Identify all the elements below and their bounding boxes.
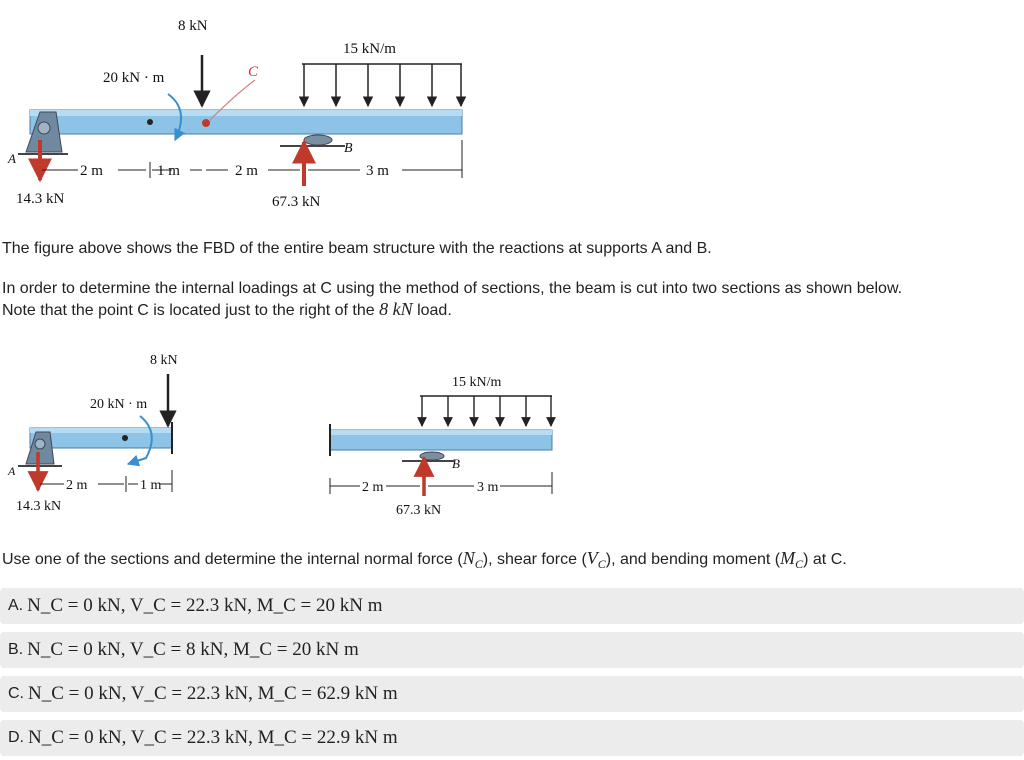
- left-label-a: A: [8, 464, 16, 478]
- right-reaction-b-label: 67.3 kN: [396, 503, 442, 518]
- option-b-letter: B.: [8, 641, 24, 658]
- dist-load-label: 15 kN/m: [343, 41, 396, 57]
- option-a-letter: A.: [8, 597, 24, 614]
- question-v-symbol: V: [586, 548, 598, 568]
- point-c: [202, 119, 210, 127]
- option-a[interactable]: [0, 588, 1024, 624]
- question-m-sub: C: [795, 557, 804, 572]
- reaction-a-label: 14.3 kN: [16, 191, 65, 207]
- paragraph-line-2-post: load.: [417, 302, 452, 319]
- dim-c-2m: 2 m: [235, 163, 258, 179]
- question-text: [2, 548, 1014, 575]
- left-moment-label: 20 kN · m: [90, 397, 148, 412]
- right-dim-2m: 2 m: [362, 480, 384, 495]
- question-m-symbol: M: [780, 548, 796, 568]
- left-reaction-a-label: 14.3 kN: [16, 499, 62, 514]
- option-c-letter: C.: [8, 685, 24, 702]
- left-dim-1m: 1 m: [140, 478, 162, 493]
- right-dist-load-label: 15 kN/m: [452, 375, 502, 390]
- dim-b-1m: 1 m: [157, 163, 180, 179]
- option-d-text: N_C = 0 kN, V_C = 22.3 kN, M_C = 22.9 kN m: [28, 727, 398, 748]
- question-v-sub: C: [597, 557, 606, 572]
- question-pre: Use one of the sections and determine the internal normal force (: [2, 551, 463, 568]
- question-mid1: ), shear force (: [482, 551, 587, 568]
- paragraph-method-of-sections: [2, 278, 1014, 321]
- dist-load-arrows: [304, 64, 461, 106]
- question-n-symbol: N: [462, 548, 475, 568]
- option-c[interactable]: [0, 676, 1024, 712]
- right-section-figure: [320, 350, 570, 530]
- left-dim-2m: 2 m: [66, 478, 88, 493]
- label-c: C: [248, 64, 259, 80]
- right-label-b: B: [452, 456, 460, 471]
- dim-d-3m: 3 m: [366, 163, 389, 179]
- paragraph-line-2-pre: Note that the point C is located just to the right of the: [2, 302, 375, 319]
- label-a: A: [8, 151, 16, 166]
- option-d-letter: D.: [8, 729, 24, 746]
- paragraph-line-2-math: 8 kN: [379, 299, 413, 319]
- option-a-text: N_C = 0 kN, V_C = 22.3 kN, M_C = 20 kN m: [27, 595, 383, 616]
- paragraph-line-1: In order to determine the internal loadings at C using the method of sections, the beam is cut into two sections as shown below.: [2, 280, 903, 297]
- option-b[interactable]: [0, 632, 1024, 668]
- reaction-b-label: 67.3 kN: [272, 194, 321, 210]
- dim-a-2m: 2 m: [80, 163, 103, 179]
- option-d[interactable]: [0, 720, 1024, 756]
- left-section-figure: [0, 340, 200, 530]
- question-n-sub: C: [474, 557, 483, 572]
- question-mid2: ), and bending moment (: [605, 551, 781, 568]
- beam-fbd-figure: [0, 0, 480, 220]
- paragraph-fbd-description: The figure above shows the FBD of the entire beam structure with the reactions at supports A and B.: [2, 240, 712, 257]
- label-b: B: [344, 141, 353, 156]
- right-dim-3m: 3 m: [477, 480, 499, 495]
- roller-support-b: [280, 135, 345, 146]
- option-b-text: N_C = 0 kN, V_C = 8 kN, M_C = 20 kN m: [27, 639, 359, 660]
- moment-label: 20 kN · m: [103, 70, 165, 86]
- question-post: ) at C.: [803, 551, 847, 568]
- left-load-8kn-label: 8 kN: [150, 353, 178, 368]
- load-8kn-label: 8 kN: [178, 18, 208, 34]
- option-c-text: N_C = 0 kN, V_C = 22.3 kN, M_C = 62.9 kN m: [28, 683, 398, 704]
